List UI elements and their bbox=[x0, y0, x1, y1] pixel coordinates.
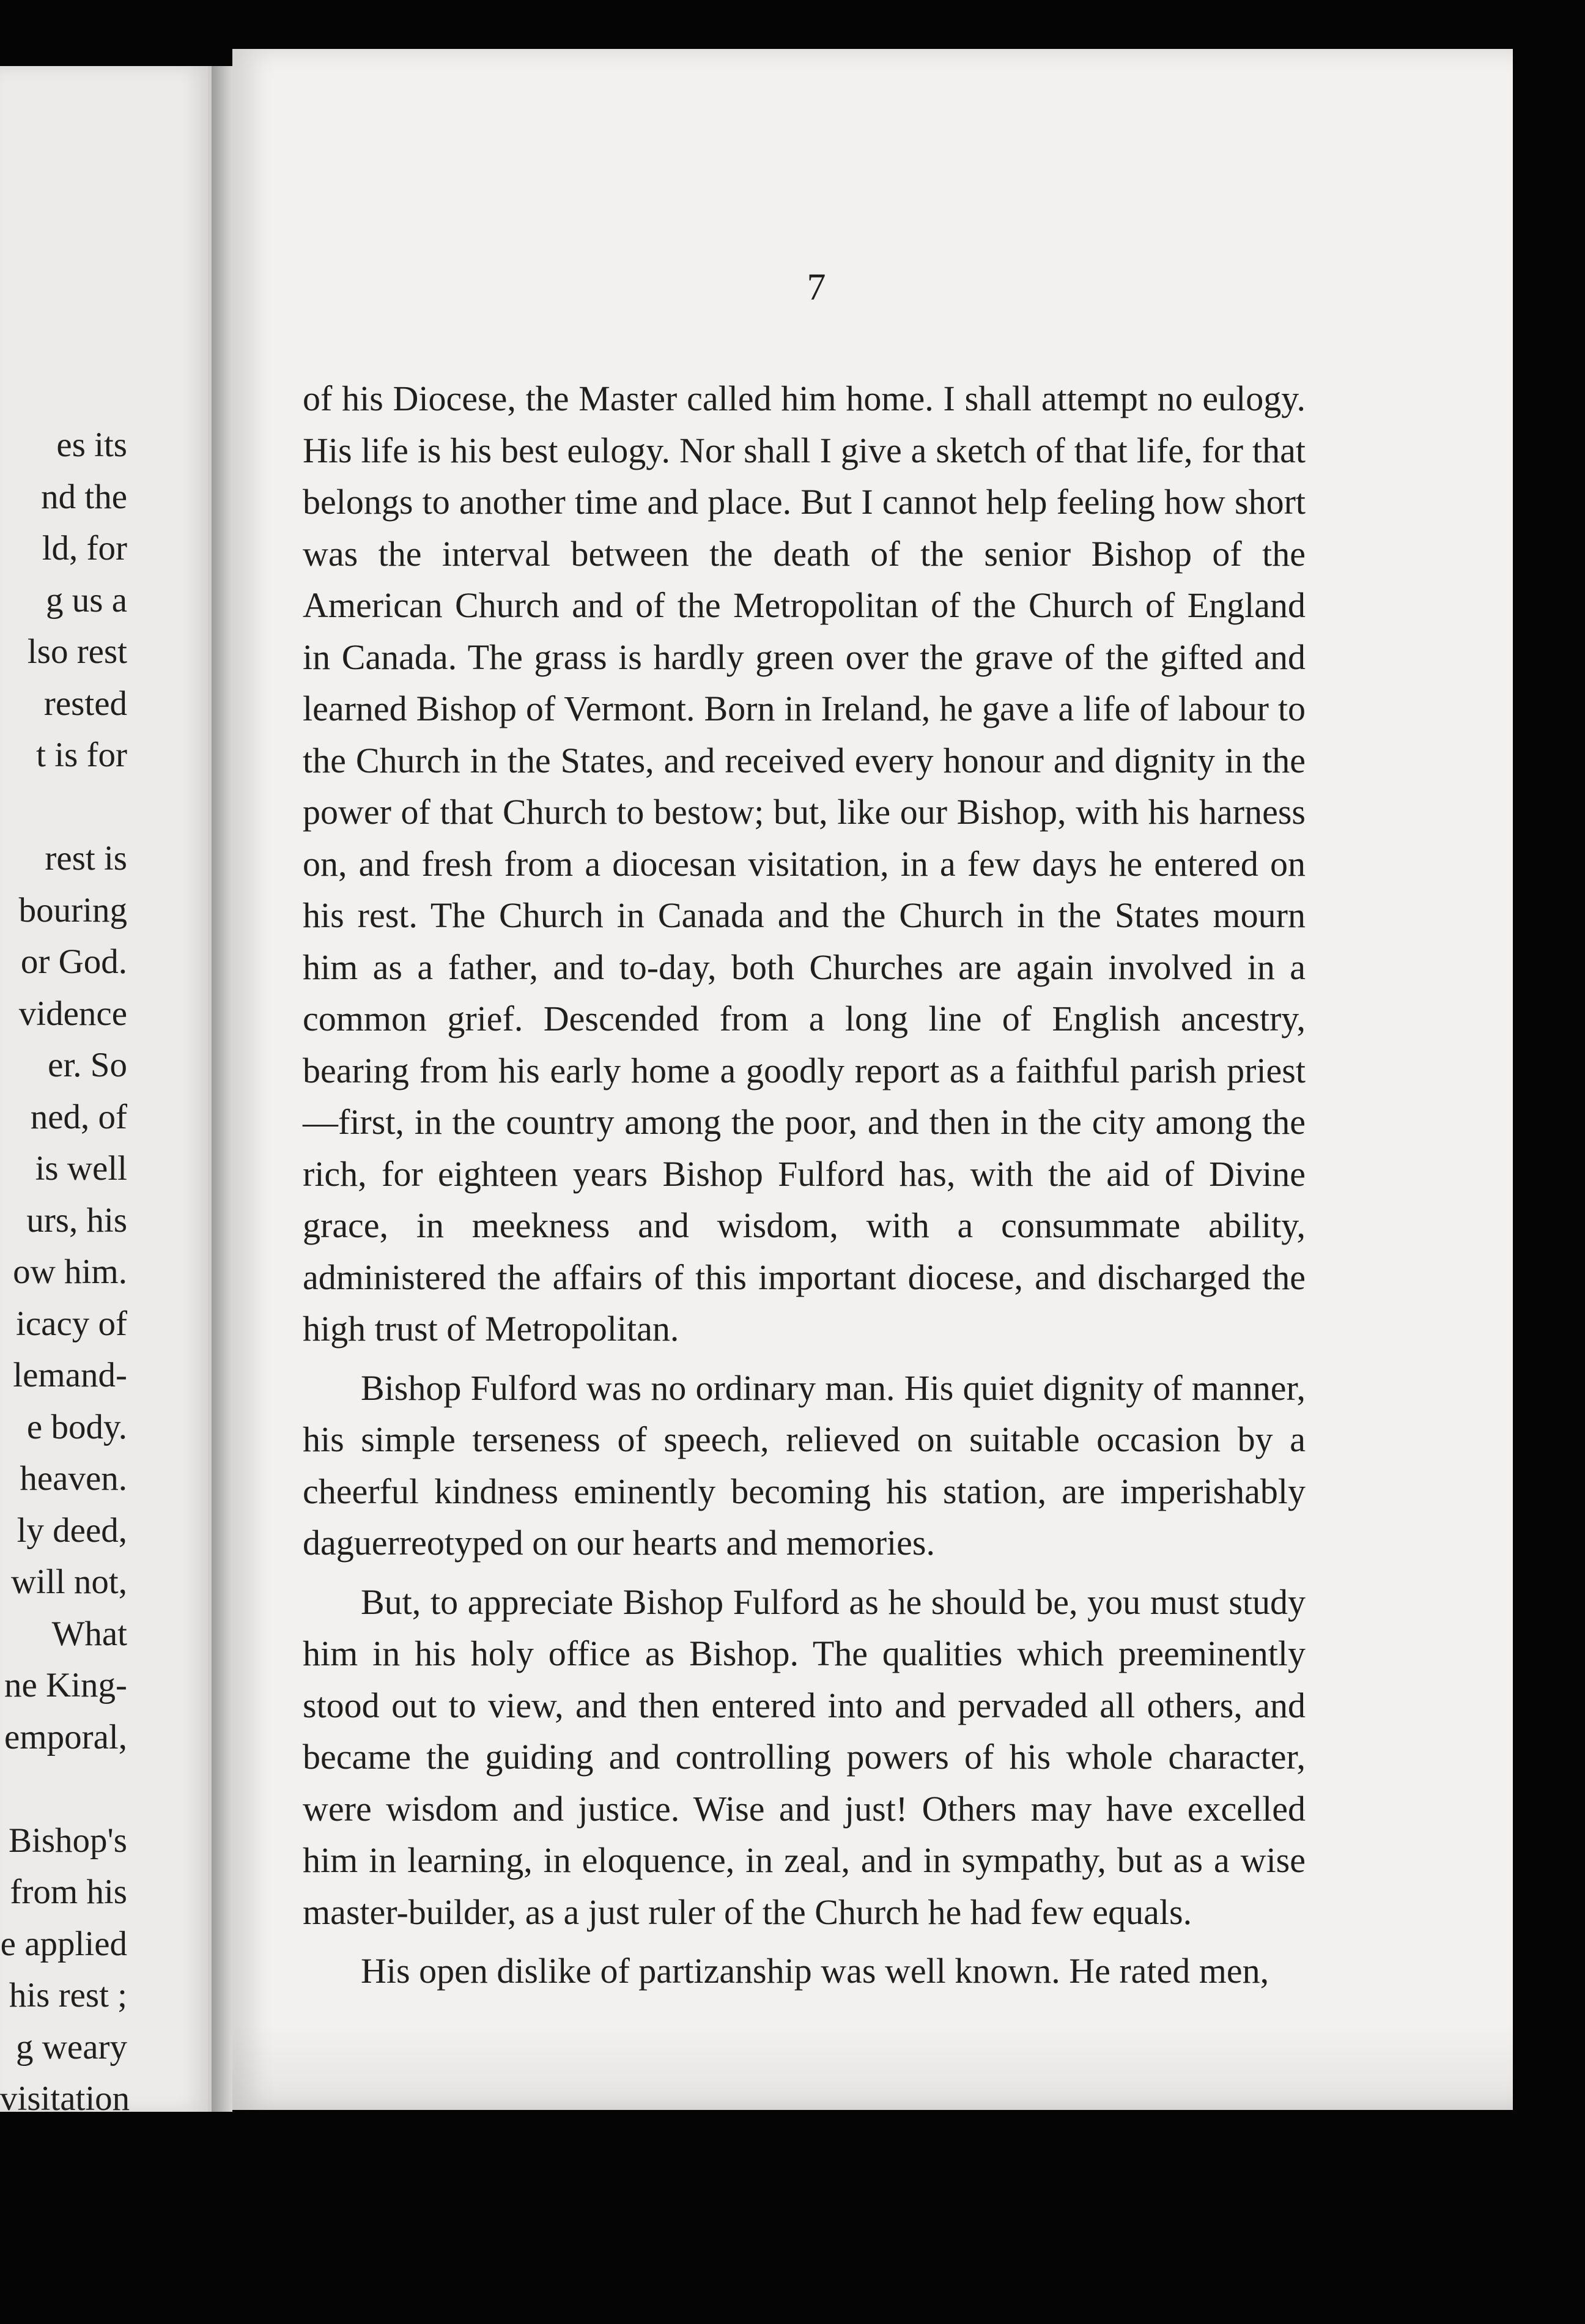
left-line: emporal, bbox=[4, 1717, 127, 1756]
left-line: rested bbox=[43, 684, 127, 723]
left-line: or God. bbox=[20, 942, 127, 981]
left-line: lso rest bbox=[27, 632, 127, 671]
left-line: urs, his bbox=[26, 1201, 127, 1240]
paragraph: Bishop Fulford was no ordinary man. His quiet dignity of manner, his simple terseness of speech, relieved on suitable occasion by a cheerful kindness eminently becoming his station, are imperishably daguerreotyped on our hearts and memories. bbox=[303, 1367, 1306, 1563]
left-line: is well bbox=[35, 1149, 127, 1188]
left-line: will not, bbox=[10, 1563, 127, 1601]
left-line: ld, for bbox=[42, 529, 127, 568]
left-line: ow him. bbox=[13, 1253, 127, 1291]
paragraph: of his Diocese, the Master called him home. I shall attempt no eulogy. His life is his best eulogy. Nor shall I give a sketch of that life, for that belongs to another time and place. But I cannot help feeling how short was the interval between the death of the senior Bishop of the American Church and of the Metropolitan of the Church of England in Canada. The grass is hardly green over the grave of the gifted and learned Bishop of Vermont. Born in Ireland, he gave a life of labour to the Church in the States, and received every honour and dignity in the power of that Church to bestow; but, like our Bishop, with his harness on, and fresh from a diocesan visitation, in a few days he entered on his rest. The Church in Canada and the Church in the States mourn him as a father, and to-day, both Churches are again involved in a common grief. Descended from a long line of English ancestry, bearing from his early home a goodly report as a faithful parish priest—first, in the country among the poor, and then in the city among the rich, for eighteen years Bishop Fulford has, with the aid of Divine grace, in meekness and wisdom, with a consummate ability, administered the affairs of this important diocese, and discharged the high trust of Metropolitan. bbox=[303, 379, 1306, 1349]
left-line: from his bbox=[10, 1873, 127, 1911]
left-line: er. So bbox=[48, 1046, 127, 1084]
page-number: 7 bbox=[807, 267, 826, 308]
left-line: his rest ; bbox=[9, 1976, 127, 2015]
left-line: lemand- bbox=[13, 1356, 127, 1394]
left-line bbox=[0, 782, 127, 834]
left-page bbox=[0, 66, 212, 2112]
right-page bbox=[232, 49, 1513, 2110]
left-page-text bbox=[0, 420, 130, 2112]
left-line: ly deed, bbox=[17, 1511, 127, 1550]
left-line: nd the bbox=[41, 477, 127, 516]
left-line: icacy of bbox=[16, 1304, 127, 1343]
body-text bbox=[303, 373, 1306, 1997]
left-line: es its bbox=[56, 426, 127, 464]
left-line: e body. bbox=[26, 1407, 127, 1446]
page-shadow bbox=[232, 2024, 1513, 2110]
left-line: g us a bbox=[46, 580, 127, 620]
left-line: What bbox=[51, 1614, 127, 1653]
left-line: Bishop's bbox=[9, 1821, 127, 1860]
left-line: t is for bbox=[36, 736, 127, 774]
left-line: rest is bbox=[45, 839, 127, 878]
left-line: visitation bbox=[0, 2079, 130, 2112]
paragraph: His open dislike of partizanship was well known. He rated men, bbox=[361, 1951, 1269, 1991]
paragraph: But, to appreciate Bishop Fulford as he should be, you must study him in his holy office as Bishop. The qualities which preeminently stood out to view, and then entered into and pervaded all others, and became the guiding and controlling powers of his whole character, were wisdom and justice. Wise and just! Others may have excelled him in learning, in eloquence, in zeal, and in sympathy, but as a wise master-builder, as a just ruler of the Church he had few equals. bbox=[303, 1582, 1306, 1932]
left-line: ne King- bbox=[4, 1666, 127, 1704]
left-line: bouring bbox=[18, 890, 127, 930]
left-line: ned, of bbox=[30, 1097, 127, 1136]
left-line: e applied bbox=[0, 1924, 127, 1963]
left-line: g weary bbox=[16, 2027, 127, 2067]
book-gutter bbox=[212, 66, 232, 2112]
left-line: heaven. bbox=[20, 1459, 127, 1498]
left-line: vidence bbox=[18, 994, 127, 1033]
left-line bbox=[0, 1763, 127, 1815]
